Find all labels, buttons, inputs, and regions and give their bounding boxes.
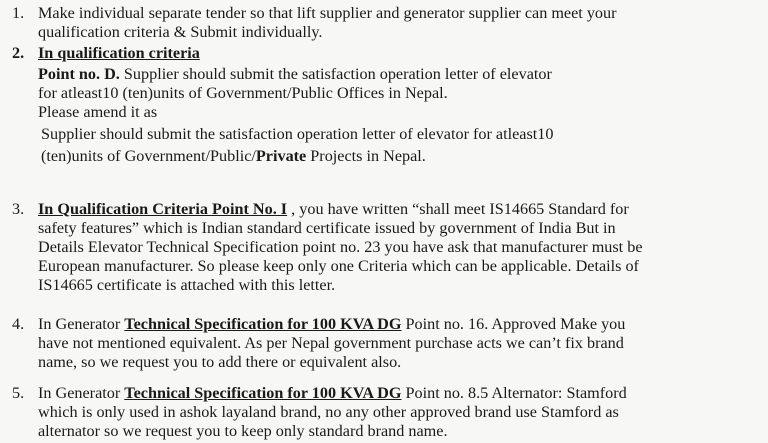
item-text-line bbox=[38, 65, 760, 84]
item-number: 4. bbox=[12, 315, 25, 333]
item-text-line bbox=[38, 315, 760, 334]
item-text-line bbox=[38, 200, 760, 219]
list-item-5 bbox=[0, 384, 760, 441]
section-heading: In qualification criteria bbox=[38, 44, 200, 62]
item-text-line: Details Elevator Technical Specification point no. 23 you have ask that manufacturer must be bbox=[38, 238, 643, 256]
list-item-2 bbox=[0, 44, 760, 166]
item-text-line: European manufacturer. So please keep only one Criteria which can be applicable. Details of bbox=[38, 257, 639, 275]
item-text: , you have written “shall meet IS14665 Standard for bbox=[287, 200, 629, 218]
private-bold: Private bbox=[255, 147, 307, 165]
section-heading: Technical Specification for 100 KVA DG bbox=[124, 315, 402, 333]
item-number: 3. bbox=[12, 200, 25, 218]
item-text-line: have not mentioned equivalent. As per Nepal government purchase acts we can’t fix brand bbox=[38, 334, 624, 352]
amended-text: Projects in Nepal. bbox=[306, 147, 426, 165]
section-heading: Technical Specification for 100 KVA DG bbox=[124, 384, 402, 402]
item-number: 1. bbox=[12, 4, 25, 22]
amend-text: Please amend it as bbox=[38, 103, 158, 121]
item-text-line: alternator so we request you to keep only standard brand name. bbox=[38, 422, 448, 440]
item-text: In Generator bbox=[38, 315, 125, 333]
item-number: 2. bbox=[12, 44, 25, 62]
amended-line bbox=[41, 147, 760, 166]
amended-line: Supplier should submit the satisfaction operation letter of elevator for atleast10 bbox=[41, 125, 554, 143]
item-text-line: IS14665 certificate is attached with this letter. bbox=[38, 276, 336, 294]
list-item-4 bbox=[0, 315, 760, 372]
list-item-3 bbox=[0, 200, 760, 295]
item-text-line bbox=[38, 384, 760, 403]
point-label: Point no. D. bbox=[38, 65, 120, 83]
item-number: 5. bbox=[12, 384, 25, 402]
item-text: In Generator bbox=[38, 384, 125, 402]
section-heading: In Qualification Criteria Point No. I bbox=[38, 200, 288, 218]
item-text-line: which is only used in ashok layaland brand, no any other approved brand use Stamford as bbox=[38, 403, 619, 421]
item-text-line: Make individual separate tender so that lift supplier and generator supplier can meet your bbox=[38, 4, 617, 22]
item-text: Point no. 16. Approved Make you bbox=[401, 315, 626, 333]
item-text: Point no. 8.5 Alternator: Stamford bbox=[401, 384, 627, 402]
item-text-line: qualification criteria & Submit individually. bbox=[38, 23, 323, 41]
item-text-line: safety features” which is Indian standard certificate issued by government of India But in bbox=[38, 219, 616, 237]
list-item-1 bbox=[0, 4, 760, 42]
point-text: Supplier should submit the satisfaction operation letter of elevator bbox=[119, 65, 552, 83]
item-text-line: for atleast10 (ten)units of Government/Public Offices in Nepal. bbox=[38, 84, 448, 102]
item-text-line: name, so we request you to add there or equivalent also. bbox=[38, 353, 402, 371]
amended-text: (ten)units of Government/Public/ bbox=[41, 147, 256, 165]
